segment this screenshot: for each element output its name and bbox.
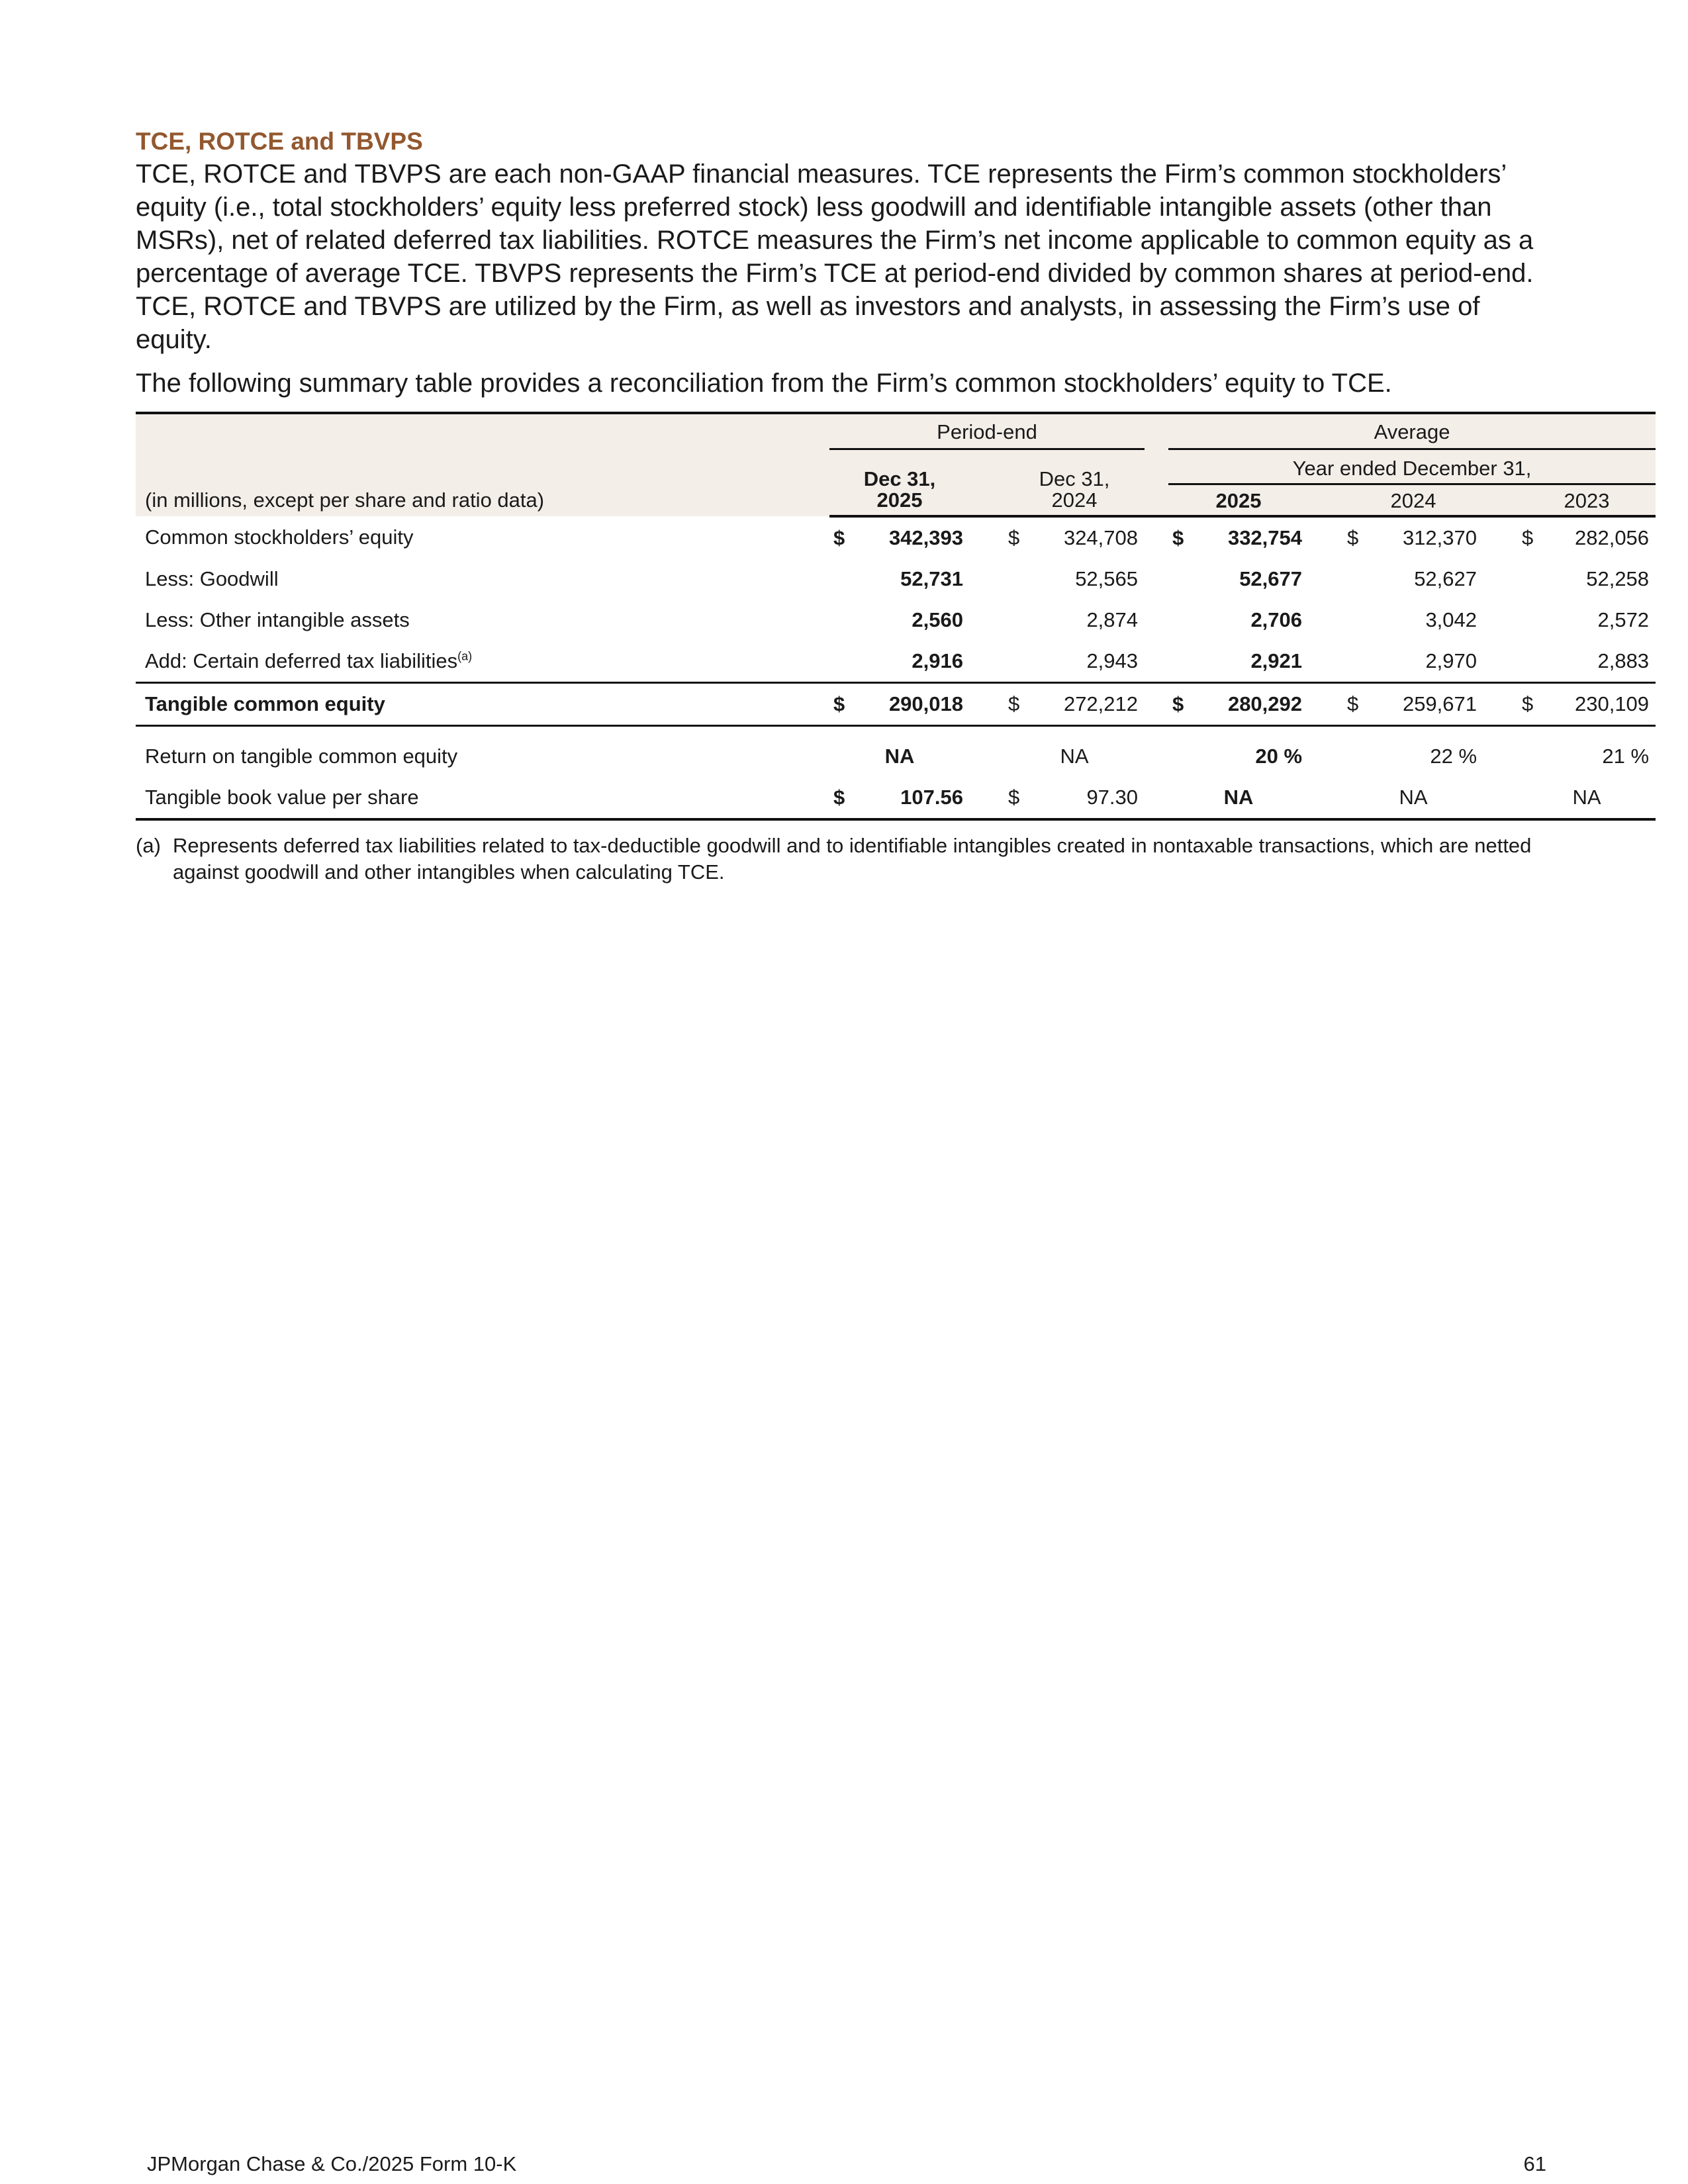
footnote-mark: (a) xyxy=(136,834,161,857)
col-dec31-2024-header: Dec 31, 2024 xyxy=(1004,454,1145,516)
table-row: Less: Goodwill 52,731 52,565 52,677 52,627 52,258 xyxy=(145,567,1650,590)
intro-paragraph: TCE, ROTCE and TBVPS are each non-GAAP financial measures. TCE represents the Firm’s common stockholders’ equity (i.e., total stockholders’ equity less preferred stock) less goodwill and identifiable intangible assets (other than MSRs), net of related deferred tax liabilities. ROTCE measures the Firm’s net income applicable to common equity as a percentage of average TCE. TBVPS represents the Firm’s TCE at period-end divided by common shares at period-end. TCE, ROTCE and TBVPS are utilized by the Firm, as well as investors and analysts, in assessing the Firm’s use of equity. xyxy=(136,159,1534,354)
document-content xyxy=(136,126,1650,886)
year-ended-header: Year ended December 31, xyxy=(1168,454,1656,487)
table-row-total: Tangible common equity $ 290,018 $ 272,212 $ 280,292 $ 259,671 $ 230,109 xyxy=(136,683,1656,726)
footnote-text: Represents deferred tax liabilities related to tax-deductible goodwill and to identifiable intangibles created in nontaxable transactions, which are netted against goodwill and other intangibles when calculating TCE. xyxy=(173,834,1532,884)
table-row: Common stockholders’ equity $ 342,393 $ 324,708 $ 332,754 $ 312,370 $ 282,056 xyxy=(145,525,1650,549)
col-2024-header: 2024 xyxy=(1343,487,1483,516)
page-footer-title: JPMorgan Chase & Co./2025 Form 10-K xyxy=(147,2152,517,2175)
table-row: Add: Certain deferred tax liabilities$^{(a)}$ 2,916 2,943 2,921 2,970 2,883 xyxy=(145,649,1650,672)
col-dec31-2025-header: Dec 31, 2025 xyxy=(829,454,970,516)
reconciliation-table xyxy=(136,412,1656,821)
table-row: Less: Other intangible assets 2,560 2,874 2,706 3,042 2,572 xyxy=(145,608,1650,631)
footnote xyxy=(136,833,1550,886)
footnote-ref: (a) xyxy=(457,649,473,663)
units-label: (in millions, except per share and ratio data) xyxy=(136,454,829,516)
average-header: Average xyxy=(1168,413,1656,454)
table-row: Tangible book value per share $ 107.56 $ 97.30 NA NA NA xyxy=(136,777,1656,819)
page-number: 61 xyxy=(1523,2152,1546,2175)
col-2025-header: 2025 xyxy=(1168,487,1309,516)
table-header-row-2 xyxy=(136,454,1656,487)
period-end-header: Period-end xyxy=(829,413,1145,454)
section-title: TCE, ROTCE and TBVPS xyxy=(136,128,423,155)
col-2023-header: 2023 xyxy=(1518,487,1656,516)
table-header-row-1 xyxy=(136,413,1656,454)
table-intro-paragraph: The following summary table provides a reconciliation from the Firm’s common stockholders’ equity to TCE. xyxy=(136,369,1392,398)
table-row: Return on tangible common equity NA NA 20 % 22 % 21 % xyxy=(145,745,1650,768)
